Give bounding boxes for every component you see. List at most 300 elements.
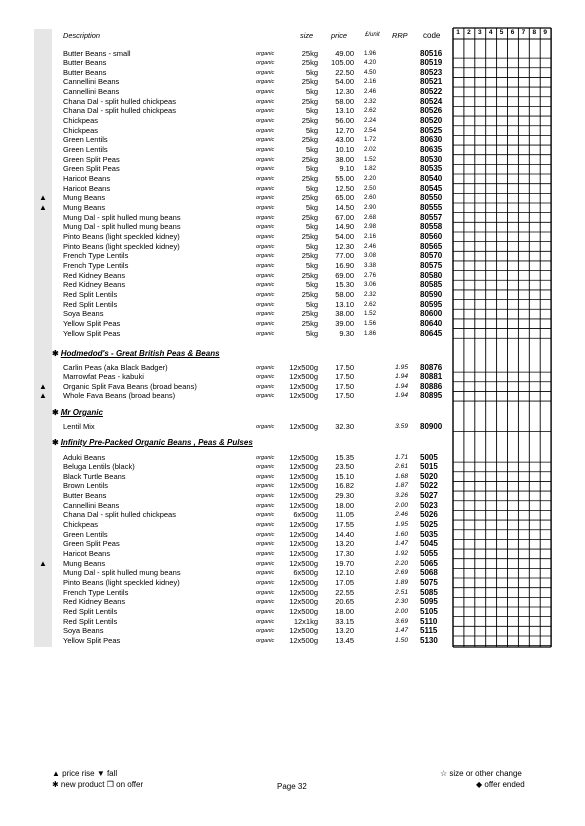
rrp: 1.71 bbox=[395, 453, 408, 461]
price: 43.00 bbox=[335, 135, 354, 145]
product-description: Chickpeas bbox=[63, 116, 99, 126]
product-description: Mung Dal - split hulled mung beans bbox=[63, 212, 181, 222]
price: 49.00 bbox=[335, 48, 354, 58]
product-description: Chickpeas bbox=[63, 520, 99, 530]
order-column-header: 6 bbox=[510, 29, 515, 36]
product-description: Green Lentils bbox=[63, 145, 108, 155]
price: 14.40 bbox=[335, 529, 354, 539]
order-column-header: 1 bbox=[456, 29, 460, 36]
product-code: 80575 bbox=[420, 261, 443, 271]
pack-size: 5kg bbox=[305, 183, 318, 193]
new-product-icon: ✱ bbox=[52, 438, 59, 447]
product-description: Chickpeas bbox=[63, 125, 99, 135]
product-code: 80523 bbox=[420, 67, 443, 77]
product-code: 5020 bbox=[420, 471, 438, 481]
new-product-icon: ✱ bbox=[52, 349, 59, 358]
organic-label: organic bbox=[256, 424, 275, 430]
rrp: 2.61 bbox=[395, 463, 408, 471]
product-description: Mung Dal - split hulled mung beans bbox=[63, 568, 181, 578]
product-code: 5005 bbox=[420, 452, 438, 462]
product-code: 5065 bbox=[420, 558, 438, 568]
price: 13.45 bbox=[335, 636, 354, 646]
rrp: 3.26 bbox=[395, 492, 408, 500]
product-code: 80635 bbox=[420, 145, 443, 155]
pack-size: 12x500g bbox=[289, 381, 318, 391]
price: 14.50 bbox=[335, 203, 354, 213]
price: 22.50 bbox=[335, 67, 354, 77]
rrp: 2.51 bbox=[395, 588, 408, 596]
organic-label: organic bbox=[256, 176, 275, 183]
product-description: Soya Beans bbox=[63, 626, 104, 636]
pack-size: 6x500g bbox=[293, 510, 318, 520]
organic-label: organic bbox=[256, 214, 275, 221]
price: 58.00 bbox=[335, 96, 354, 106]
price: 29.30 bbox=[335, 491, 354, 501]
order-column-header: 7 bbox=[521, 29, 526, 36]
order-column-header: 2 bbox=[467, 29, 471, 36]
unit-price: 1.52 bbox=[364, 310, 377, 318]
unit-price: 2.46 bbox=[364, 88, 377, 96]
price-rise-icon: ▲ bbox=[39, 203, 47, 213]
organic-label: organic bbox=[256, 531, 275, 538]
product-description: Butter Beans bbox=[63, 58, 107, 68]
pack-size: 5kg bbox=[305, 125, 318, 135]
product-code: 80545 bbox=[420, 183, 443, 193]
pack-size: 25kg bbox=[301, 154, 318, 164]
organic-label: organic bbox=[256, 393, 275, 400]
product-description: Cannellini Beans bbox=[63, 87, 120, 97]
order-column-header: 5 bbox=[499, 29, 504, 36]
pack-size: 25kg bbox=[301, 96, 318, 106]
legend-size-change: ☆ size or other change bbox=[440, 769, 522, 778]
header-size: size bbox=[300, 31, 314, 40]
product-code: 5085 bbox=[420, 587, 438, 597]
pack-size: 12x500g bbox=[289, 462, 318, 472]
price-rise-icon: ▲ bbox=[39, 193, 47, 203]
price: 22.55 bbox=[335, 587, 354, 597]
product-description: Butter Beans bbox=[63, 491, 107, 501]
product-code: 5110 bbox=[420, 616, 438, 626]
pack-size: 25kg bbox=[301, 318, 318, 328]
price: 38.00 bbox=[335, 309, 354, 319]
organic-label: organic bbox=[256, 98, 275, 105]
product-code: 80630 bbox=[420, 135, 443, 145]
organic-label: organic bbox=[256, 205, 275, 212]
rrp: 2.69 bbox=[395, 569, 408, 577]
organic-label: organic bbox=[256, 272, 275, 279]
order-column-header: 4 bbox=[488, 29, 493, 36]
rrp: 1.47 bbox=[395, 627, 408, 635]
product-code: 5025 bbox=[420, 520, 438, 530]
pack-size: 5kg bbox=[305, 328, 318, 338]
pack-size: 25kg bbox=[301, 48, 318, 58]
pack-size: 12x500g bbox=[289, 549, 318, 559]
unit-price: 2.32 bbox=[364, 97, 377, 105]
product-description: Red Kidney Beans bbox=[63, 270, 126, 280]
pack-size: 25kg bbox=[301, 270, 318, 280]
organic-label: organic bbox=[256, 638, 275, 645]
product-code: 80590 bbox=[420, 290, 443, 299]
product-description: Chana Dal - split hulled chickpeas bbox=[63, 510, 176, 520]
organic-label: organic bbox=[256, 50, 275, 57]
unit-price: 2.16 bbox=[364, 78, 377, 86]
pack-size: 5kg bbox=[305, 67, 318, 77]
price: 15.35 bbox=[335, 452, 354, 462]
rrp: 1.94 bbox=[395, 373, 408, 381]
unit-price: 2.46 bbox=[364, 242, 377, 250]
pack-size: 25kg bbox=[301, 116, 318, 126]
organic-label: organic bbox=[256, 589, 275, 596]
product-code: 5035 bbox=[420, 529, 438, 539]
organic-label: organic bbox=[256, 609, 275, 616]
pack-size: 12x500g bbox=[289, 491, 318, 501]
organic-label: organic bbox=[256, 234, 275, 241]
product-description: Yellow Split Peas bbox=[63, 328, 121, 338]
legend-offer-ended: ◆ offer ended bbox=[476, 780, 525, 789]
price: 13.10 bbox=[335, 106, 354, 116]
product-description: Organic Split Fava Beans (broad beans) bbox=[63, 381, 197, 391]
product-description: Yellow Split Peas bbox=[63, 318, 121, 328]
pack-size: 12x500g bbox=[289, 636, 318, 646]
rrp: 2.00 bbox=[395, 501, 408, 509]
product-code: 80525 bbox=[420, 125, 443, 135]
product-code: 80530 bbox=[420, 154, 443, 164]
organic-label: organic bbox=[256, 560, 275, 567]
order-column-header: 8 bbox=[532, 29, 537, 36]
pack-size: 12x500g bbox=[289, 578, 318, 588]
product-code: 5105 bbox=[420, 607, 438, 617]
pack-size: 12x500g bbox=[289, 520, 318, 530]
price: 15.10 bbox=[335, 471, 354, 481]
unit-price: 1.72 bbox=[364, 136, 377, 144]
product-description: Butter Beans - small bbox=[63, 48, 131, 58]
organic-label: organic bbox=[256, 330, 275, 337]
price-rise-icon: ▲ bbox=[39, 391, 47, 401]
page-number: Page 32 bbox=[277, 782, 307, 791]
rrp: 1.50 bbox=[395, 637, 408, 645]
organic-label: organic bbox=[256, 570, 275, 577]
organic-label: organic bbox=[256, 551, 275, 558]
rrp: 1.95 bbox=[395, 521, 408, 529]
price: 39.00 bbox=[335, 318, 354, 328]
price: 17.50 bbox=[335, 391, 354, 401]
product-description: Red Split Lentils bbox=[63, 616, 118, 626]
price: 69.00 bbox=[335, 270, 354, 280]
product-description: Marrowfat Peas - kabuki bbox=[63, 372, 144, 382]
organic-label: organic bbox=[256, 522, 275, 529]
product-description: Red Split Lentils bbox=[63, 290, 118, 299]
unit-price: 2.54 bbox=[364, 126, 377, 134]
pack-size: 12x500g bbox=[289, 607, 318, 617]
product-description: Mung Beans bbox=[63, 193, 106, 203]
unit-price: 4.20 bbox=[364, 59, 377, 67]
organic-label: organic bbox=[256, 483, 275, 490]
product-code: 80522 bbox=[420, 87, 443, 97]
unit-price: 2.90 bbox=[364, 204, 377, 212]
organic-label: organic bbox=[256, 311, 275, 318]
price: 13.10 bbox=[335, 299, 354, 309]
price: 67.00 bbox=[335, 212, 354, 222]
product-description: Mung Dal - split hulled mung beans bbox=[63, 222, 181, 232]
product-code: 80580 bbox=[420, 270, 443, 280]
product-code: 80560 bbox=[420, 232, 443, 242]
unit-price: 4.50 bbox=[364, 68, 377, 76]
section-title: Mr Organic bbox=[60, 408, 103, 417]
product-code: 80516 bbox=[420, 48, 443, 58]
organic-label: organic bbox=[256, 454, 275, 461]
product-code: 5075 bbox=[420, 578, 438, 588]
unit-price: 1.56 bbox=[364, 319, 377, 327]
organic-label: organic bbox=[256, 185, 275, 192]
rrp: 2.00 bbox=[395, 608, 408, 616]
header-price: price bbox=[331, 31, 348, 40]
unit-price: 2.50 bbox=[364, 184, 377, 192]
pack-size: 5kg bbox=[305, 145, 318, 155]
unit-price: 2.16 bbox=[364, 233, 377, 241]
product-code: 80557 bbox=[420, 212, 443, 222]
pack-size: 12x500g bbox=[289, 597, 318, 607]
rrp: 1.94 bbox=[395, 392, 408, 400]
rrp: 1.92 bbox=[395, 550, 408, 558]
product-description: Chana Dal - split hulled chickpeas bbox=[63, 106, 176, 116]
product-description: Yellow Split Peas bbox=[63, 636, 121, 646]
price: 13.20 bbox=[335, 626, 354, 636]
organic-label: organic bbox=[256, 599, 275, 606]
price: 15.30 bbox=[335, 280, 354, 290]
pack-size: 25kg bbox=[301, 290, 318, 299]
product-code: 5023 bbox=[420, 500, 438, 510]
rrp: 1.87 bbox=[395, 482, 408, 490]
organic-label: organic bbox=[256, 383, 275, 390]
organic-label: organic bbox=[256, 541, 275, 548]
new-product-icon: ✱ bbox=[52, 408, 59, 417]
product-code: 80519 bbox=[420, 58, 443, 68]
price: 77.00 bbox=[335, 251, 354, 261]
price: 105.00 bbox=[331, 58, 354, 68]
organic-label: organic bbox=[256, 320, 275, 327]
pack-size: 5kg bbox=[305, 261, 318, 271]
product-description: Cannellini Beans bbox=[63, 500, 120, 510]
organic-label: organic bbox=[256, 301, 275, 308]
price: 12.30 bbox=[335, 241, 354, 251]
organic-label: organic bbox=[256, 89, 275, 96]
price: 32.30 bbox=[335, 422, 354, 431]
product-code: 80540 bbox=[420, 174, 443, 184]
price: 14.90 bbox=[335, 222, 354, 232]
organic-label: organic bbox=[256, 580, 275, 587]
header-rrp: RRP bbox=[392, 31, 408, 40]
price: 19.70 bbox=[335, 558, 354, 568]
pack-size: 6x500g bbox=[293, 568, 318, 578]
rrp: 1.68 bbox=[395, 472, 408, 480]
product-description: Brown Lentils bbox=[63, 481, 109, 491]
unit-price: 2.20 bbox=[364, 175, 377, 183]
product-description: Pinto Beans (light speckled kidney) bbox=[63, 578, 180, 588]
price: 16.90 bbox=[335, 261, 354, 271]
pack-size: 12x500g bbox=[289, 529, 318, 539]
price: 20.65 bbox=[335, 597, 354, 607]
pack-size: 12x500g bbox=[289, 391, 318, 401]
price-rise-icon: ▲ bbox=[39, 381, 47, 391]
pack-size: 12x500g bbox=[289, 362, 318, 372]
unit-price: 3.08 bbox=[364, 252, 377, 260]
product-code: 80595 bbox=[420, 299, 443, 309]
unit-price: 2.62 bbox=[364, 107, 377, 115]
product-code: 80886 bbox=[420, 381, 443, 391]
unit-price: 3.38 bbox=[364, 262, 377, 270]
pack-size: 25kg bbox=[301, 212, 318, 222]
product-description: Red Split Lentils bbox=[63, 299, 118, 309]
organic-label: organic bbox=[256, 512, 275, 519]
product-description: Lentil Mix bbox=[63, 422, 95, 431]
product-description: Red Split Lentils bbox=[63, 607, 118, 617]
price: 12.50 bbox=[335, 183, 354, 193]
product-code: 5015 bbox=[420, 462, 438, 472]
rrp: 2.46 bbox=[395, 511, 408, 519]
product-description: Chana Dal - split hulled chickpeas bbox=[63, 96, 176, 106]
price-rise-icon: ▲ bbox=[39, 558, 47, 568]
pack-size: 12x500g bbox=[289, 422, 318, 431]
rrp: 2.30 bbox=[395, 598, 408, 606]
price: 33.15 bbox=[335, 616, 354, 626]
unit-price: 2.62 bbox=[364, 300, 377, 308]
pack-size: 25kg bbox=[301, 251, 318, 261]
price: 58.00 bbox=[335, 290, 354, 299]
rrp: 3.69 bbox=[395, 617, 408, 625]
unit-price: 1.86 bbox=[364, 329, 377, 337]
price: 18.00 bbox=[335, 607, 354, 617]
pack-size: 25kg bbox=[301, 58, 318, 68]
organic-label: organic bbox=[256, 282, 275, 289]
price: 18.00 bbox=[335, 500, 354, 510]
organic-label: organic bbox=[256, 502, 275, 509]
product-code: 80570 bbox=[420, 251, 443, 261]
organic-label: organic bbox=[256, 166, 275, 173]
unit-price: 1.52 bbox=[364, 155, 377, 163]
organic-label: organic bbox=[256, 79, 275, 86]
unit-price: 2.32 bbox=[364, 291, 377, 298]
price: 13.20 bbox=[335, 539, 354, 549]
product-code: 80521 bbox=[420, 77, 443, 87]
pack-size: 12x1kg bbox=[293, 616, 318, 626]
organic-label: organic bbox=[256, 364, 275, 371]
pack-size: 12x500g bbox=[289, 626, 318, 636]
unit-price: 2.76 bbox=[364, 271, 377, 279]
product-description: Haricot Beans bbox=[63, 183, 111, 193]
product-description: Butter Beans bbox=[63, 67, 107, 77]
product-description: Beluga Lentils (black) bbox=[63, 462, 135, 472]
product-code: 80881 bbox=[420, 372, 443, 382]
product-description: Pinto Beans (light speckled kidney) bbox=[63, 241, 180, 251]
pack-size: 25kg bbox=[301, 77, 318, 87]
product-code: 80520 bbox=[420, 116, 443, 126]
price: 54.00 bbox=[335, 232, 354, 242]
rrp: 1.95 bbox=[395, 363, 408, 371]
price: 17.55 bbox=[335, 520, 354, 530]
price: 17.30 bbox=[335, 549, 354, 559]
product-code: 5068 bbox=[420, 568, 438, 578]
product-description: Red Kidney Beans bbox=[63, 280, 126, 290]
price: 17.50 bbox=[335, 362, 354, 372]
product-description: Red Kidney Beans bbox=[63, 597, 126, 607]
organic-label: organic bbox=[256, 60, 275, 67]
pack-size: 25kg bbox=[301, 174, 318, 184]
legend-new-offer: ✱ new product ❒ on offer bbox=[52, 780, 144, 789]
pack-size: 25kg bbox=[301, 232, 318, 242]
pack-size: 5kg bbox=[305, 203, 318, 213]
legend-price-change: ▲ price rise ▼ fall bbox=[52, 769, 118, 778]
organic-label: organic bbox=[256, 224, 275, 231]
price: 55.00 bbox=[335, 174, 354, 184]
price: 12.70 bbox=[335, 125, 354, 135]
organic-label: organic bbox=[256, 473, 275, 480]
organic-label: organic bbox=[256, 156, 275, 163]
pack-size: 12x500g bbox=[289, 587, 318, 597]
product-code: 80550 bbox=[420, 193, 443, 203]
pack-size: 12x500g bbox=[289, 481, 318, 491]
product-code: 80600 bbox=[420, 309, 443, 319]
product-description: Aduki Beans bbox=[63, 452, 106, 462]
organic-label: organic bbox=[256, 69, 275, 76]
rrp: 2.20 bbox=[395, 559, 408, 567]
product-description: French Type Lentils bbox=[63, 251, 129, 261]
price: 38.00 bbox=[335, 154, 354, 164]
rrp: 1.94 bbox=[395, 382, 408, 390]
price: 17.50 bbox=[335, 372, 354, 382]
pack-size: 5kg bbox=[305, 241, 318, 251]
organic-label: organic bbox=[256, 195, 275, 202]
rrp: 1.89 bbox=[395, 579, 408, 587]
product-code: 5095 bbox=[420, 597, 438, 607]
product-description: Green Lentils bbox=[63, 135, 108, 145]
product-code: 80526 bbox=[420, 106, 443, 116]
section-title: Infinity Pre-Packed Organic Beans , Peas & Pulses bbox=[60, 438, 253, 447]
product-code: 80895 bbox=[420, 391, 443, 401]
product-description: Green Split Peas bbox=[63, 539, 120, 549]
product-code: 80585 bbox=[420, 280, 443, 290]
pack-size: 5kg bbox=[305, 164, 318, 174]
product-code: 5027 bbox=[420, 491, 438, 501]
product-code: 5045 bbox=[420, 539, 438, 549]
product-code: 5026 bbox=[420, 510, 438, 520]
product-code: 80900 bbox=[420, 422, 443, 431]
pack-size: 12x500g bbox=[289, 539, 318, 549]
price: 9.10 bbox=[339, 164, 354, 174]
price: 56.00 bbox=[335, 116, 354, 126]
product-description: Cannellini Beans bbox=[63, 77, 120, 87]
organic-label: organic bbox=[256, 243, 275, 250]
pack-size: 12x500g bbox=[289, 452, 318, 462]
product-description: Mung Beans bbox=[63, 558, 106, 568]
unit-price: 3.06 bbox=[364, 281, 377, 289]
product-description: Mung Beans bbox=[63, 203, 106, 213]
product-code: 80565 bbox=[420, 241, 443, 251]
unit-price: 2.68 bbox=[364, 213, 377, 221]
product-description: Green Split Peas bbox=[63, 164, 120, 174]
pack-size: 12x500g bbox=[289, 372, 318, 382]
organic-label: organic bbox=[256, 127, 275, 134]
pack-size: 5kg bbox=[305, 87, 318, 97]
product-code: 5055 bbox=[420, 549, 438, 559]
product-code: 80876 bbox=[420, 362, 443, 372]
pack-size: 5kg bbox=[305, 222, 318, 232]
price: 12.30 bbox=[335, 87, 354, 97]
organic-label: organic bbox=[256, 253, 275, 260]
pack-size: 25kg bbox=[301, 309, 318, 319]
product-description: Green Split Peas bbox=[63, 154, 120, 164]
rrp: 1.60 bbox=[395, 530, 408, 538]
price: 65.00 bbox=[335, 193, 354, 203]
